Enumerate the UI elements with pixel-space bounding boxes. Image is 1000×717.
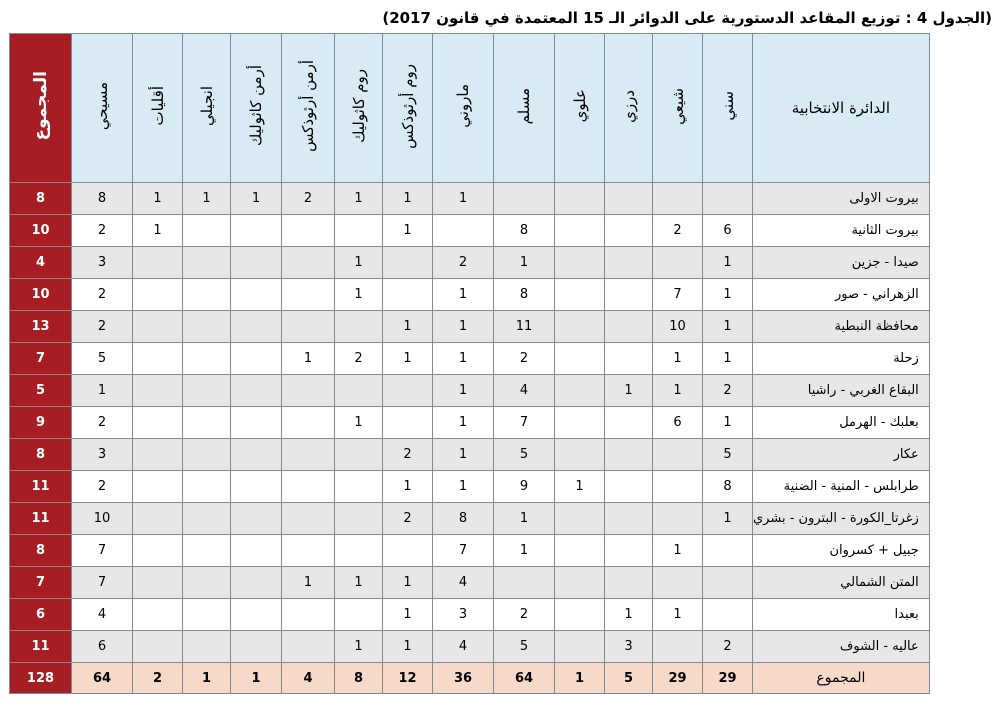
seat-cell bbox=[605, 311, 653, 343]
seat-cell bbox=[703, 535, 753, 567]
seat-cell: 6 bbox=[653, 407, 703, 439]
table-row bbox=[10, 471, 930, 503]
seat-cell: 1 bbox=[335, 407, 383, 439]
seat-cell: 6 bbox=[703, 215, 753, 247]
column-header-label: مسيحي bbox=[93, 81, 111, 131]
seat-cell: 1 bbox=[433, 279, 494, 311]
seat-cell bbox=[183, 343, 231, 375]
seat-cell bbox=[183, 599, 231, 631]
seat-cell: 1 bbox=[653, 375, 703, 407]
district-name: عكار bbox=[753, 439, 930, 471]
seat-cell bbox=[231, 279, 282, 311]
seat-cell: 2 bbox=[72, 279, 133, 311]
seat-cell: 1 bbox=[383, 183, 433, 215]
row-total: 4 bbox=[10, 247, 72, 279]
seat-cell: 5 bbox=[494, 631, 555, 663]
table-row bbox=[10, 279, 930, 311]
seat-cell bbox=[555, 279, 605, 311]
seat-cell bbox=[653, 439, 703, 471]
seat-cell bbox=[335, 439, 383, 471]
table-row bbox=[10, 503, 930, 535]
seat-cell: 2 bbox=[653, 215, 703, 247]
column-header-label: روم كاثوليك bbox=[349, 69, 368, 143]
seat-cell bbox=[555, 247, 605, 279]
seat-cell bbox=[605, 215, 653, 247]
seat-cell bbox=[133, 343, 183, 375]
seat-cell bbox=[282, 311, 335, 343]
column-header bbox=[703, 34, 753, 183]
totals-cell: 4 bbox=[282, 663, 335, 694]
seat-cell bbox=[555, 439, 605, 471]
column-header bbox=[231, 34, 282, 183]
district-name: المتن الشمالي bbox=[753, 567, 930, 599]
table-title: (الجدول 4 : توزيع المقاعد الدستورية على الدوائر الـ 15 المعتمدة في قانون 2017) bbox=[382, 9, 992, 27]
seat-cell: 11 bbox=[494, 311, 555, 343]
seat-cell: 4 bbox=[494, 375, 555, 407]
seat-cell: 5 bbox=[703, 439, 753, 471]
seat-cell bbox=[494, 567, 555, 599]
seat-cell bbox=[555, 215, 605, 247]
seat-cell bbox=[133, 279, 183, 311]
seat-cell bbox=[282, 631, 335, 663]
seat-cell: 1 bbox=[383, 471, 433, 503]
seat-cell: 1 bbox=[703, 247, 753, 279]
seat-cell: 1 bbox=[653, 535, 703, 567]
district-name: الزهراني - صور bbox=[753, 279, 930, 311]
seat-cell bbox=[383, 535, 433, 567]
seat-cell: 1 bbox=[433, 343, 494, 375]
seat-cell: 1 bbox=[433, 407, 494, 439]
seat-cell: 1 bbox=[433, 311, 494, 343]
seat-cell: 10 bbox=[72, 503, 133, 535]
seat-cell bbox=[231, 439, 282, 471]
column-header-label: ماروني bbox=[454, 84, 472, 128]
seat-cell bbox=[183, 567, 231, 599]
table-row bbox=[10, 407, 930, 439]
seat-cell: 2 bbox=[703, 375, 753, 407]
seat-cell bbox=[703, 567, 753, 599]
seat-cell: 1 bbox=[383, 343, 433, 375]
district-name: عاليه - الشوف bbox=[753, 631, 930, 663]
seat-cell bbox=[605, 279, 653, 311]
seat-cell: 9 bbox=[494, 471, 555, 503]
seat-cell: 2 bbox=[335, 343, 383, 375]
seat-cell bbox=[183, 375, 231, 407]
seat-cell bbox=[231, 343, 282, 375]
totals-cell: 29 bbox=[653, 663, 703, 694]
seat-cell bbox=[605, 439, 653, 471]
seat-cell: 8 bbox=[703, 471, 753, 503]
seat-cell bbox=[183, 503, 231, 535]
totals-cell: 1 bbox=[231, 663, 282, 694]
seat-cell bbox=[335, 215, 383, 247]
seat-cell bbox=[555, 599, 605, 631]
table-row bbox=[10, 215, 930, 247]
seat-cell: 3 bbox=[72, 247, 133, 279]
seat-cell: 3 bbox=[433, 599, 494, 631]
seat-cell bbox=[653, 631, 703, 663]
seat-cell bbox=[605, 343, 653, 375]
seat-cell bbox=[133, 439, 183, 471]
seat-cell: 1 bbox=[231, 183, 282, 215]
seat-cell: 2 bbox=[72, 407, 133, 439]
seat-cell: 1 bbox=[494, 503, 555, 535]
seat-cell bbox=[133, 631, 183, 663]
seat-cell bbox=[282, 279, 335, 311]
seat-cell: 1 bbox=[433, 471, 494, 503]
row-total: 11 bbox=[10, 631, 72, 663]
seat-cell: 1 bbox=[383, 599, 433, 631]
seat-cell bbox=[231, 599, 282, 631]
seat-cell: 1 bbox=[703, 311, 753, 343]
seat-cell: 1 bbox=[653, 599, 703, 631]
table-row bbox=[10, 599, 930, 631]
column-header bbox=[653, 34, 703, 183]
seat-cell: 1 bbox=[383, 567, 433, 599]
seat-cell bbox=[383, 407, 433, 439]
column-header bbox=[605, 34, 653, 183]
seat-cell: 1 bbox=[605, 599, 653, 631]
district-name: بيروت الثانية bbox=[753, 215, 930, 247]
seat-cell bbox=[231, 375, 282, 407]
seat-cell bbox=[653, 247, 703, 279]
seat-cell: 1 bbox=[335, 247, 383, 279]
seat-cell bbox=[494, 183, 555, 215]
column-header bbox=[433, 34, 494, 183]
seat-cell: 2 bbox=[282, 183, 335, 215]
column-header bbox=[282, 34, 335, 183]
seat-cell: 10 bbox=[653, 311, 703, 343]
seat-cell bbox=[383, 279, 433, 311]
seat-cell: 1 bbox=[433, 439, 494, 471]
district-name: بعبدا bbox=[753, 599, 930, 631]
seat-cell bbox=[231, 407, 282, 439]
seat-cell bbox=[282, 247, 335, 279]
seat-cell bbox=[335, 503, 383, 535]
row-total: 5 bbox=[10, 375, 72, 407]
table-row bbox=[10, 631, 930, 663]
column-header-label: انجيلي bbox=[197, 85, 216, 127]
seat-cell bbox=[133, 471, 183, 503]
seat-cell bbox=[605, 503, 653, 535]
column-header-label: مسلم bbox=[515, 87, 533, 125]
seat-cell bbox=[653, 183, 703, 215]
seat-cell: 8 bbox=[72, 183, 133, 215]
district-name: جبيل + كسروان bbox=[753, 535, 930, 567]
seat-cell: 1 bbox=[555, 471, 605, 503]
table-row bbox=[10, 375, 930, 407]
table-row bbox=[10, 439, 930, 471]
table-row bbox=[10, 535, 930, 567]
seat-cell: 2 bbox=[383, 439, 433, 471]
totals-cell: 1 bbox=[555, 663, 605, 694]
seat-cell: 5 bbox=[72, 343, 133, 375]
seat-cell bbox=[133, 311, 183, 343]
district-header: الدائرة الانتخابية bbox=[753, 34, 930, 183]
seat-cell bbox=[133, 375, 183, 407]
district-name: بيروت الاولى bbox=[753, 183, 930, 215]
seat-cell bbox=[605, 247, 653, 279]
seat-cell bbox=[605, 471, 653, 503]
table-row bbox=[10, 247, 930, 279]
seat-cell bbox=[335, 375, 383, 407]
seat-cell: 7 bbox=[72, 567, 133, 599]
seat-cell: 1 bbox=[605, 375, 653, 407]
seat-cell: 1 bbox=[133, 183, 183, 215]
column-header-label: أقليات bbox=[148, 86, 167, 126]
grand-total: 128 bbox=[10, 663, 72, 694]
row-total: 8 bbox=[10, 439, 72, 471]
seat-cell bbox=[231, 567, 282, 599]
column-header bbox=[183, 34, 231, 183]
seat-cell bbox=[335, 311, 383, 343]
seat-cell bbox=[555, 311, 605, 343]
row-total: 7 bbox=[10, 343, 72, 375]
seat-cell bbox=[231, 215, 282, 247]
totals-cell: 29 bbox=[703, 663, 753, 694]
row-total: 7 bbox=[10, 567, 72, 599]
total-header-label: المجموع bbox=[30, 71, 51, 141]
row-total: 8 bbox=[10, 183, 72, 215]
totals-label: المجموع bbox=[753, 663, 930, 694]
seat-cell bbox=[555, 503, 605, 535]
seat-cell bbox=[183, 407, 231, 439]
seat-cell bbox=[231, 247, 282, 279]
seats-table bbox=[9, 33, 930, 694]
seat-cell bbox=[183, 279, 231, 311]
table-row bbox=[10, 343, 930, 375]
table-body bbox=[10, 183, 930, 663]
row-total: 10 bbox=[10, 215, 72, 247]
seat-cell bbox=[555, 535, 605, 567]
row-total: 9 bbox=[10, 407, 72, 439]
district-name: طرابلس - المنية - الضنية bbox=[753, 471, 930, 503]
seat-cell bbox=[282, 503, 335, 535]
seat-cell bbox=[335, 599, 383, 631]
seat-cell bbox=[231, 311, 282, 343]
seat-cell bbox=[653, 503, 703, 535]
seat-cell bbox=[133, 535, 183, 567]
seat-cell: 4 bbox=[433, 631, 494, 663]
seat-cell bbox=[282, 375, 335, 407]
seat-cell: 1 bbox=[433, 183, 494, 215]
seat-cell: 2 bbox=[72, 311, 133, 343]
seat-cell: 1 bbox=[335, 567, 383, 599]
seat-cell bbox=[555, 567, 605, 599]
seat-cell: 2 bbox=[703, 631, 753, 663]
seat-cell bbox=[605, 535, 653, 567]
seat-cell: 1 bbox=[183, 183, 231, 215]
district-name: زحلة bbox=[753, 343, 930, 375]
district-name: محافظة النبطية bbox=[753, 311, 930, 343]
totals-row bbox=[10, 663, 930, 694]
seat-cell: 1 bbox=[133, 215, 183, 247]
column-header-label: أرمن أرثوذكس bbox=[299, 60, 317, 152]
seat-cell bbox=[555, 631, 605, 663]
row-total: 10 bbox=[10, 279, 72, 311]
seat-cell bbox=[282, 471, 335, 503]
column-header-label: درزي bbox=[619, 89, 638, 123]
totals-cell: 5 bbox=[605, 663, 653, 694]
seat-cell: 1 bbox=[335, 631, 383, 663]
seat-cell: 2 bbox=[433, 247, 494, 279]
totals-cell: 36 bbox=[433, 663, 494, 694]
seat-cell bbox=[282, 215, 335, 247]
seat-cell bbox=[335, 535, 383, 567]
seat-cell bbox=[133, 247, 183, 279]
seat-cell bbox=[555, 375, 605, 407]
seat-cell: 1 bbox=[653, 343, 703, 375]
seat-cell bbox=[231, 503, 282, 535]
seat-cell: 1 bbox=[282, 343, 335, 375]
seat-cell: 1 bbox=[494, 535, 555, 567]
row-total: 11 bbox=[10, 471, 72, 503]
seat-cell bbox=[555, 183, 605, 215]
seat-cell bbox=[555, 407, 605, 439]
column-header bbox=[494, 34, 555, 183]
seat-cell bbox=[133, 599, 183, 631]
seat-cell bbox=[183, 471, 231, 503]
seat-cell: 5 bbox=[494, 439, 555, 471]
district-name: بعلبك - الهرمل bbox=[753, 407, 930, 439]
district-name: البقاع الغربي - راشيا bbox=[753, 375, 930, 407]
column-header bbox=[72, 34, 133, 183]
seat-cell: 1 bbox=[335, 183, 383, 215]
district-name: صيدا - جزين bbox=[753, 247, 930, 279]
seat-cell: 7 bbox=[433, 535, 494, 567]
seat-cell bbox=[231, 631, 282, 663]
seat-cell: 8 bbox=[494, 279, 555, 311]
seat-cell: 7 bbox=[494, 407, 555, 439]
seat-cell bbox=[653, 567, 703, 599]
seat-cell bbox=[433, 215, 494, 247]
seat-cell: 8 bbox=[433, 503, 494, 535]
seat-cell bbox=[282, 599, 335, 631]
totals-cell: 12 bbox=[383, 663, 433, 694]
row-total: 11 bbox=[10, 503, 72, 535]
seat-cell bbox=[703, 599, 753, 631]
seat-cell: 4 bbox=[72, 599, 133, 631]
seat-cell: 3 bbox=[605, 631, 653, 663]
seat-cell: 1 bbox=[335, 279, 383, 311]
column-header-label: روم أرثوذكس bbox=[398, 63, 417, 149]
totals-cell: 64 bbox=[494, 663, 555, 694]
column-header-label: أرمن كاثوليك bbox=[247, 65, 265, 147]
seat-cell: 6 bbox=[72, 631, 133, 663]
totals-cell: 1 bbox=[183, 663, 231, 694]
seat-cell bbox=[282, 407, 335, 439]
seat-cell: 1 bbox=[703, 343, 753, 375]
column-header bbox=[133, 34, 183, 183]
seat-cell: 2 bbox=[383, 503, 433, 535]
seat-cell bbox=[133, 567, 183, 599]
seat-cell: 1 bbox=[383, 311, 433, 343]
row-total: 8 bbox=[10, 535, 72, 567]
seat-cell bbox=[653, 471, 703, 503]
seat-cell: 3 bbox=[72, 439, 133, 471]
totals-cell: 8 bbox=[335, 663, 383, 694]
seat-cell: 1 bbox=[703, 503, 753, 535]
seat-cell: 1 bbox=[494, 247, 555, 279]
table-row bbox=[10, 183, 930, 215]
column-header-label: علوي bbox=[570, 89, 589, 123]
seat-cell: 1 bbox=[703, 279, 753, 311]
seat-cell bbox=[183, 247, 231, 279]
seat-cell bbox=[335, 471, 383, 503]
seat-cell bbox=[555, 343, 605, 375]
column-header-label: سني bbox=[718, 91, 737, 121]
seat-cell: 1 bbox=[703, 407, 753, 439]
column-header bbox=[383, 34, 433, 183]
seat-cell: 8 bbox=[494, 215, 555, 247]
seat-cell: 2 bbox=[494, 343, 555, 375]
seat-cell: 1 bbox=[282, 567, 335, 599]
seat-cell: 7 bbox=[653, 279, 703, 311]
seat-cell: 2 bbox=[72, 215, 133, 247]
seat-cell bbox=[231, 535, 282, 567]
seat-cell bbox=[231, 471, 282, 503]
column-header bbox=[555, 34, 605, 183]
column-header bbox=[335, 34, 383, 183]
seat-cell bbox=[183, 535, 231, 567]
seat-cell bbox=[703, 183, 753, 215]
seat-cell: 1 bbox=[383, 215, 433, 247]
totals-cell: 2 bbox=[133, 663, 183, 694]
header-row bbox=[10, 34, 930, 183]
total-header bbox=[10, 34, 72, 183]
seat-cell bbox=[133, 407, 183, 439]
seat-cell: 2 bbox=[72, 471, 133, 503]
row-total: 13 bbox=[10, 311, 72, 343]
seat-cell bbox=[383, 375, 433, 407]
column-header-label: شيعي bbox=[668, 87, 687, 125]
seat-cell bbox=[605, 407, 653, 439]
district-name: زغرتا_الكورة - البترون - بشري bbox=[753, 503, 930, 535]
seat-cell: 1 bbox=[433, 375, 494, 407]
seat-cell bbox=[183, 631, 231, 663]
seat-cell bbox=[383, 247, 433, 279]
seat-cell: 1 bbox=[72, 375, 133, 407]
seat-cell: 4 bbox=[433, 567, 494, 599]
seat-cell bbox=[605, 567, 653, 599]
row-total: 6 bbox=[10, 599, 72, 631]
seat-cell bbox=[183, 311, 231, 343]
totals-cell: 64 bbox=[72, 663, 133, 694]
table-row bbox=[10, 567, 930, 599]
seat-cell bbox=[282, 535, 335, 567]
seat-cell bbox=[133, 503, 183, 535]
seat-cell bbox=[183, 439, 231, 471]
seat-cell bbox=[282, 439, 335, 471]
seat-cell: 7 bbox=[72, 535, 133, 567]
seat-cell: 2 bbox=[494, 599, 555, 631]
seat-cell bbox=[605, 183, 653, 215]
table-row bbox=[10, 311, 930, 343]
seat-cell bbox=[183, 215, 231, 247]
seat-cell: 1 bbox=[383, 631, 433, 663]
